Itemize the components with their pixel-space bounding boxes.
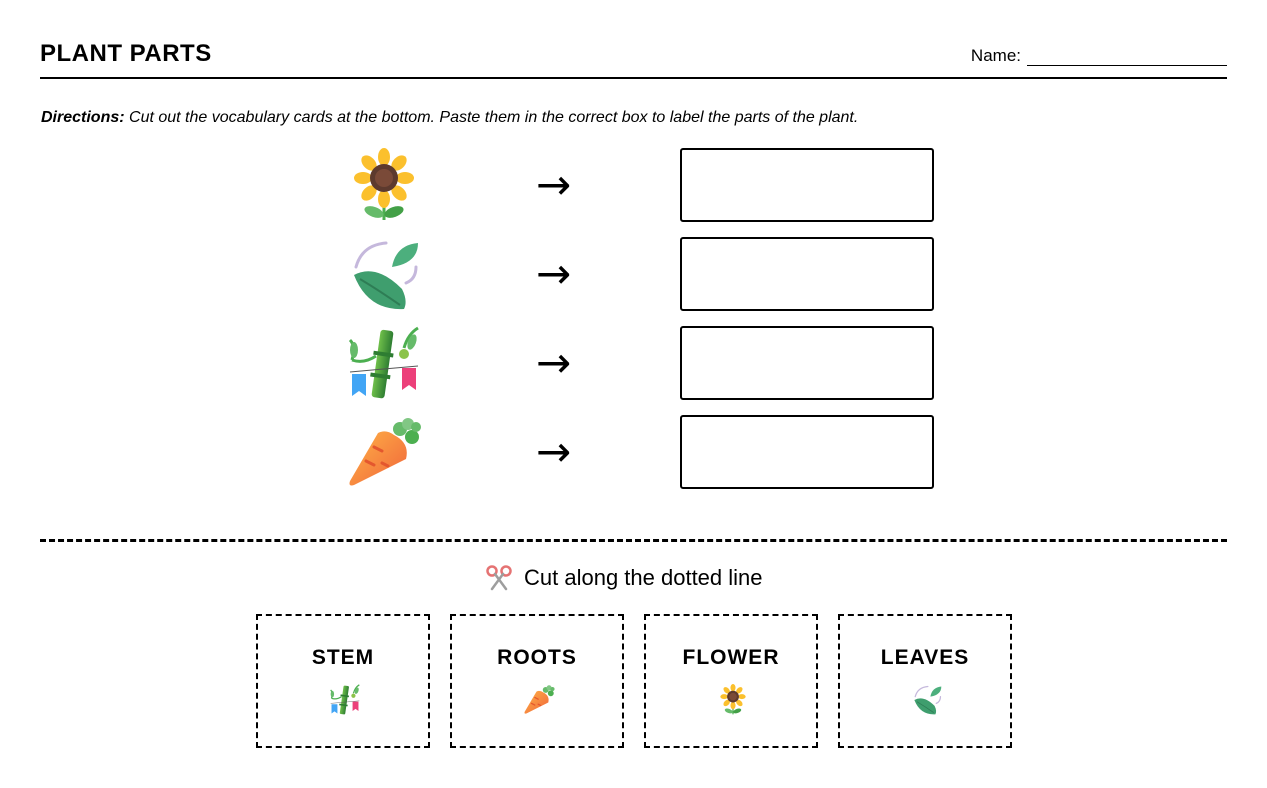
worksheet-header [40,38,1227,79]
name-field [971,46,1227,66]
answer-box [680,148,934,222]
answer-box [680,415,934,489]
directions-text: Cut out the vocabulary cards at the bottom. Paste them in the correct box to label the parts of the plant. [124,109,859,126]
vocab-card-roots[interactable] [450,614,624,748]
scissors-icon [486,565,512,591]
card-label: FLOWER [682,646,780,669]
sunflower-icon [717,684,749,716]
card-label: ROOTS [497,646,577,669]
leaf-icon [346,237,422,313]
card-label: STEM [311,646,375,669]
name-blank-line[interactable] [1027,49,1227,66]
label-row-leaves [346,237,936,313]
answer-box [680,326,934,400]
directions-lead: Directions: [41,109,125,126]
vocab-card-leaves[interactable] [838,614,1012,748]
bamboo-stem-icon [346,326,422,402]
card-label: LEAVES [880,646,970,669]
arrow-icon: → [536,338,572,387]
directions [41,109,858,127]
leaf-icon [911,684,943,716]
cut-instruction [486,565,763,591]
page-title: PLANT PARTS [40,40,212,67]
carrot-root-icon [523,684,555,716]
arrow-icon: → [536,427,572,476]
carrot-root-icon [346,415,422,491]
bamboo-stem-icon [329,684,361,716]
label-row-roots [346,415,936,491]
sunflower-icon [346,148,422,224]
vocab-card-flower[interactable] [644,614,818,748]
label-row-stem [346,326,936,402]
answer-box [680,237,934,311]
arrow-icon: → [536,160,572,209]
cut-instruction-text: Cut along the dotted line [524,565,763,590]
arrow-icon: → [536,249,572,298]
name-label: Name: [970,46,1021,65]
vocab-card-stem[interactable] [256,614,430,748]
label-row-flower [346,148,936,224]
cut-dotted-line [40,539,1227,542]
